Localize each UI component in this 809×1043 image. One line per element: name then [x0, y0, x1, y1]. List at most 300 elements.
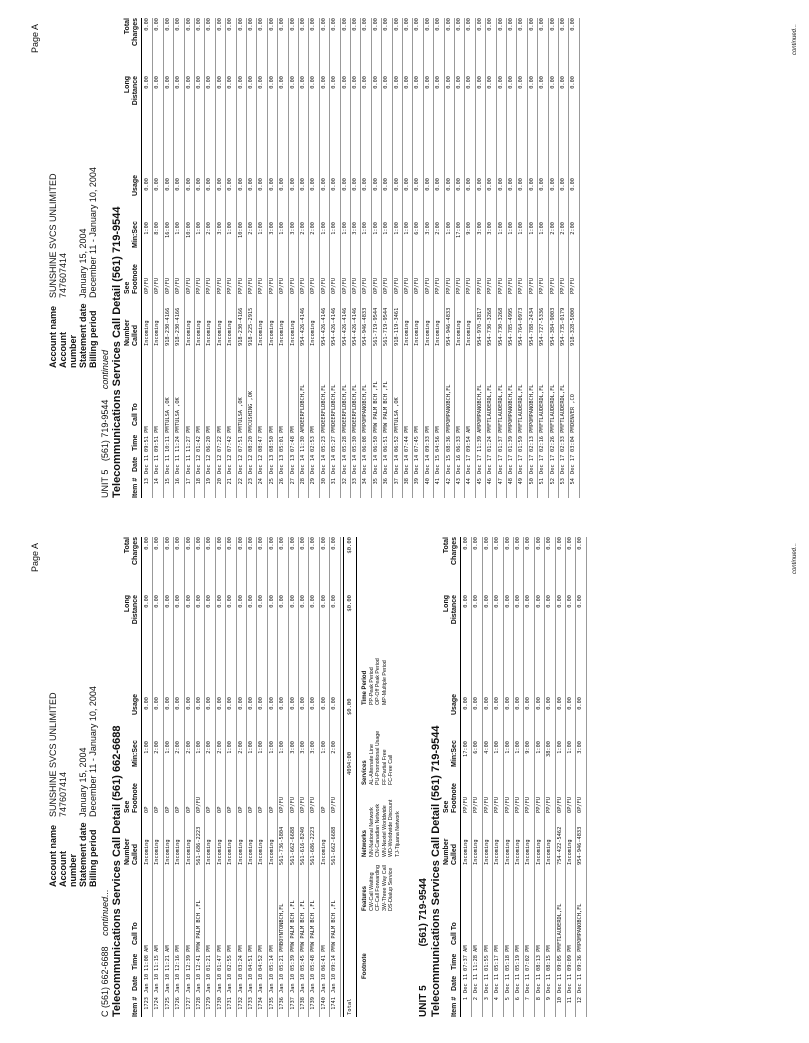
min-sec: 1:00: [556, 741, 563, 754]
min-sec: 9:00: [525, 741, 532, 754]
call-to: FTLAUDERDL,FL: [518, 384, 525, 426]
item-number: 38: [404, 478, 410, 485]
number-called: 918-119-3461: [393, 307, 400, 346]
footnote-code: PP/FU: [268, 278, 275, 294]
col-total-2: Charges: [132, 537, 139, 566]
call-time: 11:39 AM: [476, 426, 483, 452]
call-to: POMPANOBCH,FL: [476, 384, 483, 426]
account-name-label: Account name: [48, 305, 58, 368]
footnote-code: OP: [175, 806, 182, 813]
statement-date-label: Statement date: [78, 303, 88, 368]
number-called: Incoming: [404, 320, 410, 346]
item-number: 31: [331, 478, 338, 485]
footnote-code: PP/FU: [483, 797, 490, 813]
number-called: Incoming: [494, 839, 501, 865]
long-distance-charge: 0.00: [556, 595, 563, 608]
total-charge: 0.00: [175, 537, 182, 550]
total-charge: 0.00: [515, 537, 521, 550]
item-number: 1738: [300, 997, 306, 1010]
call-time: 07:45 PM: [414, 426, 421, 452]
number-called: Incoming: [310, 320, 317, 346]
min-sec: 1:00: [279, 741, 286, 754]
number-called: 561-686-2223: [196, 826, 202, 865]
feature-cf: CF-Call Forwarding: [375, 865, 382, 911]
long-distance-charge: 0.00: [549, 76, 556, 89]
min-sec: 1:00: [535, 741, 542, 754]
usage-charge: 0.00: [289, 178, 296, 191]
footnote-code: OP: [258, 806, 265, 813]
footnote-code: OP/FU: [372, 278, 379, 294]
account-info: [48, 167, 98, 368]
item-number: 40: [424, 478, 431, 485]
footnote-code: OP/FU: [383, 278, 390, 294]
call-time: 10:11 PM: [164, 426, 171, 452]
call-time: 05:18 PM: [504, 945, 511, 971]
total-charge: 0.00: [320, 18, 327, 31]
footnote-code: PP/FU: [487, 278, 494, 294]
footnote-code: OP/FU: [556, 797, 563, 813]
min-sec: 1:00: [144, 222, 150, 235]
call-date: Dec 17: [466, 454, 473, 474]
long-distance-charge: 0.00: [268, 76, 275, 89]
footnote-code: OP: [227, 806, 234, 813]
long-distance-charge: 0.00: [310, 76, 317, 89]
col-number-2: Called: [132, 324, 139, 346]
footnote-code: OP/FU: [164, 278, 171, 294]
call-date: Dec 17: [560, 454, 566, 474]
total-charge: 0.00: [560, 18, 566, 31]
total-charge: 0.00: [196, 537, 202, 550]
footnote-code: OP/FU: [300, 797, 306, 813]
item-number: 32: [341, 478, 348, 485]
footnote-code: OP: [320, 806, 327, 813]
number-called: Incoming: [424, 320, 431, 346]
usage-charge: 0.00: [206, 178, 213, 191]
long-distance-charge: 0.00: [414, 76, 421, 89]
totals-ld: $0.00: [347, 595, 353, 612]
total-charge: 0.00: [268, 537, 275, 550]
usage-charge: 0.00: [372, 178, 379, 191]
call-to: FTLAUDERDL,FL: [487, 384, 494, 426]
call-date: Dec 17: [508, 454, 514, 474]
call-time: 01:21 PM: [206, 945, 213, 971]
number-called: 754-422-5462: [556, 826, 563, 865]
long-distance-charge: 0.00: [476, 76, 483, 89]
footnote-code: PP/FU: [504, 797, 511, 813]
total-charge: 0.00: [227, 537, 234, 550]
col-long-2: Distance: [132, 595, 139, 625]
call-date: Dec 11: [535, 973, 542, 993]
total-charge: 0.00: [289, 537, 296, 550]
item-number: 17: [185, 478, 192, 485]
long-distance-charge: 0.00: [268, 595, 275, 608]
call-date: Dec 14: [424, 454, 431, 474]
usage-charge: 0.00: [248, 697, 254, 710]
footnote-code: OP/FU: [577, 797, 584, 813]
long-distance-charge: 0.00: [206, 595, 213, 608]
continued-footer: continued...: [792, 543, 798, 575]
call-time: 11:30 AM: [300, 426, 306, 452]
usage-charge: 0.00: [483, 697, 490, 710]
call-time: 07:51 PM: [237, 426, 244, 452]
footnote-code: PP/FU: [237, 278, 244, 294]
call-to: DEERFLDBCH,FL: [352, 384, 358, 426]
col2-number-2: Called: [451, 843, 458, 865]
call-date: Jan 10: [289, 973, 296, 993]
usage-charge: 0.00: [248, 178, 254, 191]
total-charge: 0.00: [504, 537, 511, 550]
number-called: Incoming: [185, 839, 192, 865]
number-called: 954-426-4146: [331, 307, 338, 346]
footnote-code: PP/FU: [196, 278, 202, 294]
call-to: DEERFLDBCH,FL: [331, 384, 338, 426]
call-date: Dec 13: [289, 454, 296, 474]
number-called: Incoming: [414, 320, 421, 346]
number-called: Incoming: [268, 839, 275, 865]
usage-charge: 0.00: [445, 178, 452, 191]
min-sec: 3:00: [268, 222, 275, 235]
number-called: Incoming: [535, 839, 542, 865]
total-charge: 0.00: [289, 18, 296, 31]
call-date: Jan 10: [227, 973, 234, 993]
item-number: 36: [383, 478, 390, 485]
usage-charge: 0.00: [331, 697, 338, 710]
footnote-code: PP/FU: [258, 278, 265, 294]
continued-footer: continued...: [792, 24, 798, 56]
feature-3w: 3W-Three Way Call: [381, 865, 388, 911]
long-distance-charge: 0.00: [279, 76, 286, 89]
long-distance-charge: 0.00: [206, 76, 213, 89]
call-to: FTLAUDERDL,FL: [497, 384, 504, 426]
heading-continued: continued: [100, 350, 110, 390]
long-distance-charge: 0.00: [227, 595, 234, 608]
number-called: 561-719-9544: [383, 307, 390, 346]
col2-callto: Call To: [451, 922, 458, 945]
footnote-code: OP/FU: [362, 278, 369, 294]
min-sec: 1:00: [196, 222, 202, 235]
min-sec: 1:00: [494, 741, 501, 754]
number-called: Incoming: [483, 839, 490, 865]
total-charge: 0.00: [341, 18, 348, 31]
call-detail-title-number: (561) 719-9544: [111, 206, 123, 282]
call-time: 02:33 PM: [560, 426, 566, 452]
number-called: 561-662-6688: [289, 826, 296, 865]
call-time: 09:51 PM: [154, 426, 161, 452]
min-sec: 2:00: [206, 741, 213, 754]
statement-page-right: [0, 18, 809, 498]
call-date: Jan 10: [154, 973, 161, 993]
number-called: 561-662-6688: [331, 826, 338, 865]
call-to: W PALM BCH ,FL: [310, 900, 317, 945]
min-sec: 2:00: [248, 222, 254, 235]
call-time: 05:28 PM: [341, 426, 348, 452]
totals-usage: $0.00: [347, 698, 353, 715]
usage-charge: 0.00: [556, 697, 563, 710]
call-date: Dec 12: [206, 454, 213, 474]
item-number: 42: [445, 478, 452, 485]
call-time: 01:59 PM: [518, 426, 525, 452]
footnote-code: OP/FU: [289, 278, 296, 294]
item-number: 45: [476, 478, 483, 485]
unit-number: (561) 719-9544: [418, 878, 429, 947]
total-charge: 0.00: [154, 537, 161, 550]
usage-charge: 0.00: [154, 178, 161, 191]
call-date: Dec 17: [487, 454, 494, 474]
services-heading: Services: [362, 760, 368, 785]
footnote-code: PP/FU: [463, 797, 469, 813]
usage-charge: 0.00: [164, 697, 171, 710]
number-called: Incoming: [320, 839, 327, 865]
long-distance-charge: 0.00: [227, 76, 234, 89]
col2-item: Item #: [451, 996, 458, 1017]
total-charge: 0.00: [164, 18, 171, 31]
call-time: 12:16 PM: [175, 945, 182, 971]
number-called: Incoming: [154, 320, 161, 346]
unit-label: UNIT 5: [100, 469, 110, 498]
footnote-code: PP/FU: [445, 278, 452, 294]
usage-charge: 0.00: [144, 697, 150, 710]
call-date: Dec 11: [154, 454, 161, 474]
col2-date: Date: [451, 975, 458, 991]
number-called: 954-426-4146: [320, 307, 327, 346]
footnote-code: OP/FU: [289, 797, 296, 813]
table-header: [124, 537, 142, 1017]
item-number: 30: [320, 478, 327, 485]
call-detail-title-number: (561) 662-6688: [111, 725, 123, 801]
call-to: W PALM BCH ,FL: [300, 900, 306, 945]
account-name-value: SUNSHINE SVCS UNLIMITED: [48, 692, 58, 817]
item-number: 1725: [164, 997, 171, 1010]
item-number: 15: [164, 478, 171, 485]
call-time: 02:53 PM: [310, 426, 317, 452]
item-number: 1724: [154, 997, 161, 1010]
call-time: 08:47 PM: [258, 426, 265, 452]
call-to: DEERFLDBCH,FL: [341, 384, 348, 426]
min-sec: 1:00: [320, 741, 327, 754]
item-number: 1735: [268, 997, 275, 1010]
table-header-2: [443, 537, 461, 1017]
min-sec: 1:00: [320, 222, 327, 235]
item-number: 14: [154, 478, 161, 485]
call-detail-title-2-text: Telecommunications Services Call Detail: [430, 803, 442, 1017]
usage-charge: 0.00: [320, 697, 327, 710]
min-sec: 2:00: [216, 741, 223, 754]
usage-charge: 0.00: [435, 178, 442, 191]
time-period-list: [362, 658, 388, 705]
long-distance-charge: 0.00: [331, 595, 338, 608]
number-called: 561-616-8240: [300, 826, 306, 865]
total-charge: 0.00: [227, 18, 234, 31]
call-date: Dec 12: [237, 454, 244, 474]
usage-charge: 0.00: [289, 697, 296, 710]
usage-charge: 0.00: [164, 178, 171, 191]
total-charge: 0.00: [577, 537, 584, 550]
call-time: 07:44 PM: [404, 426, 410, 452]
usage-charge: 0.00: [196, 178, 202, 191]
call-time: 02:16 PM: [539, 426, 546, 452]
heading-continued: continued...: [100, 889, 110, 936]
number-called: Incoming: [227, 320, 234, 346]
item-number: 2: [473, 997, 480, 1001]
number-called: 954-946-4833: [445, 307, 452, 346]
section-heading: [100, 350, 110, 498]
call-detail-title-2: [430, 726, 442, 1017]
col-usage: Usage: [132, 693, 139, 715]
number-called: 954-730-3268: [487, 307, 494, 346]
number-called: Incoming: [258, 320, 265, 346]
call-time: 09:51 PM: [144, 426, 150, 452]
call-time: 02:13 PM: [528, 426, 535, 452]
total-charge: 0.00: [404, 18, 410, 31]
number-called: Incoming: [248, 839, 254, 865]
footnote-code: OP/FU: [279, 797, 286, 813]
totals-row: [343, 537, 357, 1017]
long-distance-charge: 0.00: [577, 595, 584, 608]
min-sec: 1:00: [196, 741, 202, 754]
min-sec: 1:00: [144, 741, 150, 754]
number-called: Incoming: [258, 839, 265, 865]
usage-charge: 0.00: [310, 697, 317, 710]
call-time: 04:51 PM: [248, 945, 254, 971]
billing-period-label: Billing period: [88, 310, 98, 368]
usage-charge: 0.00: [185, 697, 192, 710]
min-sec: 3:00: [300, 741, 306, 754]
min-sec: 3:00: [476, 222, 483, 235]
long-distance-charge: 0.00: [352, 76, 358, 89]
call-time: 09:05 PM: [556, 945, 563, 971]
long-distance-charge: 0.00: [279, 595, 286, 608]
footnote-code: PP/FU: [549, 278, 556, 294]
col-date: Date: [132, 456, 139, 472]
min-sec: 6:00: [473, 741, 480, 754]
call-date: Dec 12: [196, 454, 202, 474]
total-charge: 0.00: [466, 18, 473, 31]
call-date: Dec 14: [320, 454, 327, 474]
totals-label: Total: [347, 998, 353, 1015]
long-distance-charge: 0.00: [508, 76, 514, 89]
item-number: 1726: [175, 997, 182, 1010]
col2-long-2: Distance: [451, 595, 458, 625]
call-date: Dec 17: [570, 454, 577, 474]
call-date: Dec 17: [528, 454, 535, 474]
col2-time: Time: [451, 953, 458, 970]
call-time: 11:28 AM: [473, 945, 480, 971]
usage-charge: 0.00: [237, 178, 244, 191]
min-sec: 10:00: [185, 222, 192, 238]
call-to: W PALM BCH ,FL: [289, 900, 296, 945]
call-date: Dec 11: [567, 973, 573, 993]
long-distance-charge: 0.00: [216, 595, 223, 608]
number-called: 918-230-4166: [175, 307, 182, 346]
call-date: Dec 11: [577, 973, 584, 993]
long-distance-charge: 0.00: [289, 76, 296, 89]
call-date: Dec 14: [383, 454, 390, 474]
min-sec: 1:00: [175, 222, 182, 235]
item-number: 52: [549, 478, 556, 485]
usage-charge: 0.00: [473, 697, 480, 710]
call-time: 05:17 PM: [494, 945, 501, 971]
min-sec: 1:00: [164, 741, 171, 754]
number-called: Incoming: [567, 839, 573, 865]
usage-charge: 0.00: [508, 178, 514, 191]
min-sec: 38:00: [546, 741, 553, 757]
page-label: Page A: [30, 24, 40, 54]
col-long-1: Long: [124, 76, 131, 94]
footnote-code: OP: [144, 806, 150, 813]
usage-charge: 0.00: [154, 697, 161, 710]
number-called: 954-384-9003: [549, 307, 556, 346]
total-charge: 0.00: [258, 537, 265, 550]
min-sec: 2:00: [570, 222, 577, 235]
long-distance-charge: 0.00: [539, 76, 546, 89]
col-total-1: Total: [124, 537, 131, 554]
footnote-code: PP/FU: [206, 278, 213, 294]
call-date: Dec 16: [456, 454, 462, 474]
usage-charge: 0.00: [320, 178, 327, 191]
call-date: Dec 12: [258, 454, 265, 474]
min-sec: 2:00: [549, 222, 556, 235]
call-time: 01:55 PM: [483, 945, 490, 971]
total-charge: 0.00: [525, 537, 532, 550]
item-number: 10: [556, 997, 563, 1004]
min-sec: 2:00: [300, 222, 306, 235]
table-row: [329, 537, 340, 1017]
min-sec: 17:00: [463, 741, 469, 757]
number-called: 918-225-2915: [248, 307, 254, 346]
long-distance-charge: 0.00: [463, 595, 469, 608]
call-date: Dec 14: [372, 454, 379, 474]
col-callto: Call To: [132, 922, 139, 945]
total-charge: 0.00: [248, 18, 254, 31]
usage-charge: 0.00: [206, 697, 213, 710]
usage-charge: 0.00: [279, 178, 286, 191]
total-charge: 0.00: [497, 18, 504, 31]
call-date: Dec 14: [300, 454, 306, 474]
features-heading: Features: [362, 885, 368, 911]
call-time: 08:13 PM: [535, 945, 542, 971]
heading-prefix: C: [100, 1010, 110, 1017]
total-charge: 0.00: [546, 537, 553, 550]
call-time: 01:24 PM: [487, 426, 494, 452]
number-called: 954-426-4146: [341, 307, 348, 346]
call-date: Jan 10: [175, 973, 182, 993]
call-date: Dec 14: [341, 454, 348, 474]
min-sec: 1:00: [331, 222, 338, 235]
usage-charge: 0.00: [216, 178, 223, 191]
call-detail-title: [111, 207, 123, 498]
call-time: 07:37 AM: [463, 945, 469, 971]
min-sec: 2:00: [331, 741, 338, 754]
call-to: W PALM BCH ,FL: [196, 900, 202, 945]
footnote-code: PP/FU: [535, 797, 542, 813]
col-see-1: See: [124, 281, 131, 294]
number-called: 954-730-3268: [497, 307, 504, 346]
total-charge: 0.00: [268, 18, 275, 31]
call-time: 07:42 PM: [227, 426, 234, 452]
call-date: Jan 10: [206, 973, 213, 993]
call-to: TULSA ,OK: [393, 397, 400, 426]
min-sec: 1:00: [279, 222, 286, 235]
table-header: [124, 18, 142, 498]
call-time: 08:50 PM: [268, 426, 275, 452]
time-pp: PP-Peak Period: [368, 667, 375, 705]
col-time: Time: [132, 434, 139, 451]
call-time: 05:14 PM: [268, 945, 275, 971]
number-called: Incoming: [435, 320, 442, 346]
footnote-code: PP/FU: [518, 278, 525, 294]
call-date: Dec 12: [248, 454, 254, 474]
footnote-code: OP/FU: [404, 278, 410, 294]
